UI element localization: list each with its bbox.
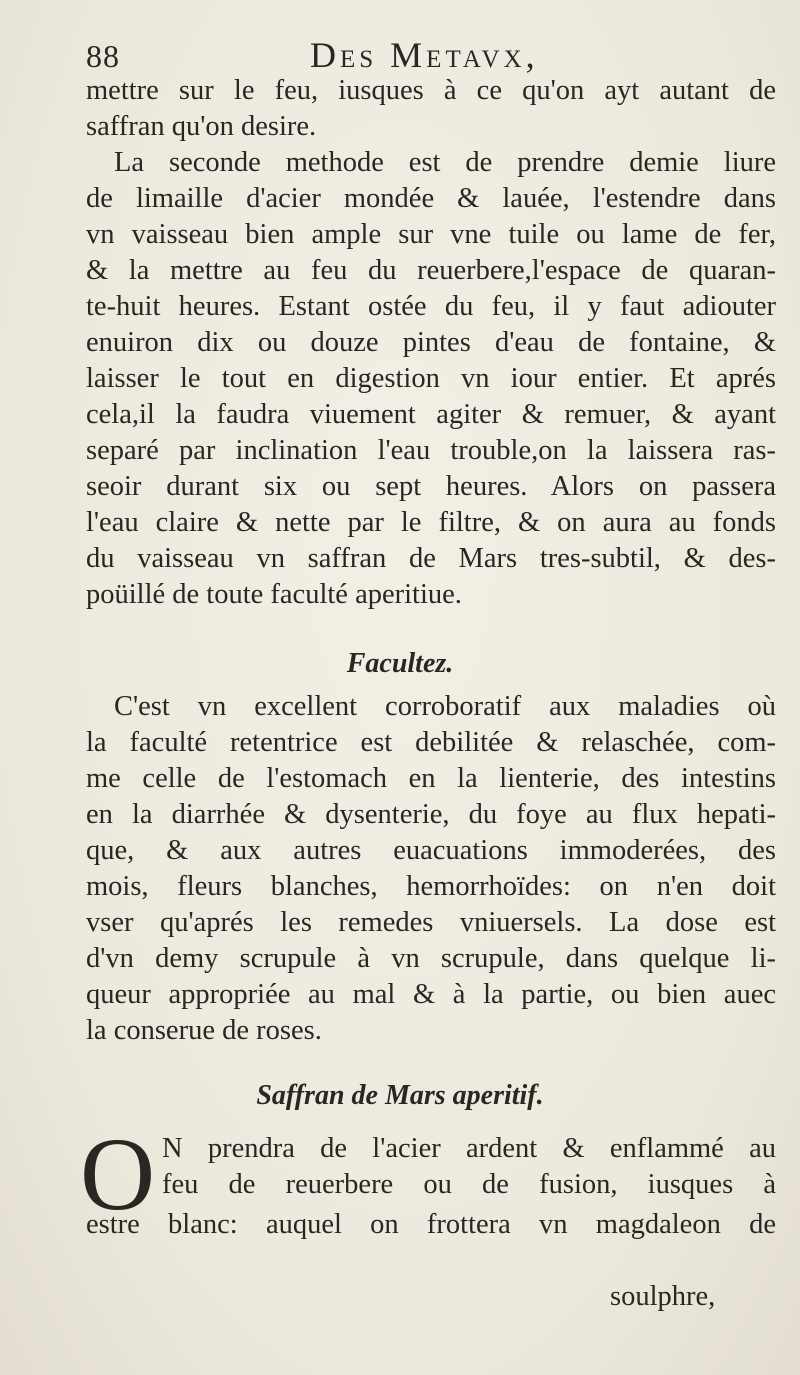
text-line: saffran qu'on desire. <box>86 111 317 142</box>
text-line: la conserue de roses. <box>86 1015 322 1046</box>
text-line: du vaisseau vn saffran de Mars tres-subtil, & des- <box>86 543 776 574</box>
catchword: soulphre, <box>610 1281 716 1312</box>
text-line: cela,il la faudra viuement agiter & remuer, & ayant <box>86 399 776 430</box>
text-line: vser qu'aprés les remedes vniuersels. La dose est <box>86 907 776 938</box>
drop-cap: O <box>80 1117 156 1232</box>
text-line: C'est vn excellent corroboratif aux maladies où <box>114 691 776 722</box>
text-line: enuiron dix ou douze pintes d'eau de fontaine, & <box>86 327 776 358</box>
text-line: que, & aux autres euacuations immoderées, des <box>86 835 776 866</box>
text-line: vn vaisseau bien ample sur vne tuile ou lame de fer, <box>86 219 776 250</box>
text-line: de limaille d'acier mondée & lauée, l'estendre dans <box>86 183 776 214</box>
text-line: separé par inclination l'eau trouble,on la laissera ras- <box>86 435 776 466</box>
text-line: en la diarrhée & dysenterie, du foye au flux hepati- <box>86 799 776 830</box>
text-line: la faculté retentrice est debilitée & relaschée, com- <box>86 727 776 758</box>
text-line: te-huit heures. Estant ostée du feu, il y faut adiouter <box>86 291 776 322</box>
text-line: poüillé de toute faculté aperitiue. <box>86 579 462 610</box>
text-line: d'vn demy scrupule à vn scrupule, dans quelque li- <box>86 943 776 974</box>
text-line: mettre sur le feu, iusques à ce qu'on ayt autant de <box>86 75 776 106</box>
text-line: N prendra de l'acier ardent & enflammé au <box>162 1133 776 1164</box>
text-line: queur appropriée au mal & à la partie, ou bien auec <box>86 979 776 1010</box>
text-line: laisser le tout en digestion vn iour entier. Et aprés <box>86 363 776 394</box>
text-line: l'eau claire & nette par le filtre, & on aura au fonds <box>86 507 776 538</box>
text-line: mois, fleurs blanches, hemorrhoïdes: on n'en doit <box>86 871 776 902</box>
text-line: me celle de l'estomach en la lienterie, des intestins <box>86 763 776 794</box>
text-line: seoir durant six ou sept heures. Alors on passera <box>86 471 776 502</box>
text-line: & la mettre au feu du reuerbere,l'espace de quaran- <box>86 255 776 286</box>
section-heading-saffran: Saffran de Mars aperitif. <box>256 1080 544 1111</box>
page-number: 88 <box>86 38 120 74</box>
text-line: La seconde methode est de prendre demie liure <box>114 147 776 178</box>
section-heading-facultez: Facultez. <box>346 648 454 679</box>
text-line: feu de reuerbere ou de fusion, iusques à <box>162 1169 776 1200</box>
text-line: estre blanc: auquel on frottera vn magdaleon de <box>86 1209 776 1240</box>
running-head: Des Metavx, <box>310 35 539 75</box>
